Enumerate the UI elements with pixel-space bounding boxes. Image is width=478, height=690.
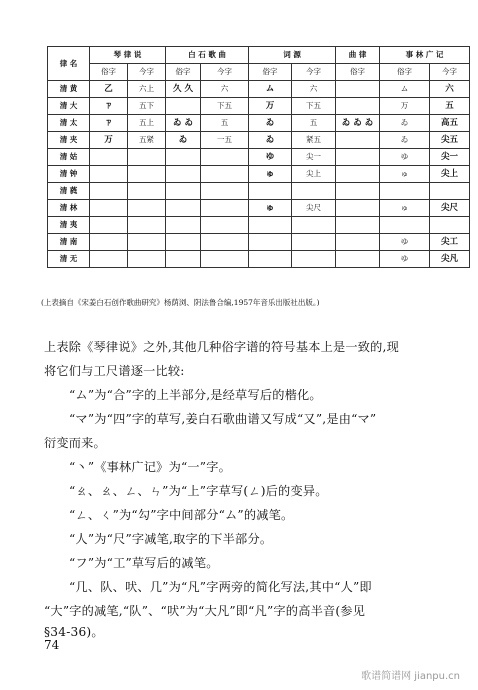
subheader: 俗字 — [336, 64, 380, 81]
header-qulv: 曲 律 — [336, 47, 380, 64]
body-text-line: “大”字的减笔,“队”、“吠”为“大凡”即“凡”字的高半音(参见 — [44, 604, 366, 618]
table-cell — [128, 183, 166, 200]
table-cell: 尖五 — [430, 132, 470, 149]
table-cell — [336, 166, 380, 183]
site-watermark: 歌谱简谱网 jianpu.cn — [361, 671, 460, 682]
table-cell — [128, 234, 166, 251]
table-cell — [201, 183, 249, 200]
table-cell: ゐ ゐ — [166, 115, 201, 132]
pitch-name-cell: 清 夷 — [48, 217, 90, 234]
table-row — [48, 132, 470, 149]
table-cell — [336, 234, 380, 251]
pitch-name-cell: 清 太 — [48, 115, 90, 132]
table-cell: 五紧 — [128, 132, 166, 149]
subheader: 俗字 — [166, 64, 201, 81]
notation-comparison-table — [47, 46, 470, 268]
table-cell: 高五 — [430, 115, 470, 132]
table-cell: ゆ — [380, 149, 430, 166]
table-cell — [166, 149, 201, 166]
table-cell — [336, 183, 380, 200]
table-cell: ゅ — [249, 200, 292, 217]
table-row — [48, 149, 470, 166]
table-cell: 一五 — [201, 132, 249, 149]
table-cell: ゅ — [380, 200, 430, 217]
body-text-line: “ㄥ、ㄑ”为“勾”字中间部分“ム”的减笔。 — [69, 508, 294, 522]
table-cell: 尖一 — [292, 149, 336, 166]
table-cell: 尖工 — [430, 234, 470, 251]
table-cell — [380, 183, 430, 200]
subheader: 今字 — [128, 64, 166, 81]
body-text-line: “人”为“尺”字减笔,取字的下半部分。 — [69, 532, 273, 546]
table-row — [48, 234, 470, 251]
table-cell: 万 — [380, 98, 430, 115]
table-cell: ゐ ゐ ゐ — [336, 115, 380, 132]
pitch-name-cell: 清 钟 — [48, 166, 90, 183]
table-cell: 下五 — [201, 98, 249, 115]
table-cell — [90, 217, 128, 234]
pitch-name-cell: 清 黄 — [48, 81, 90, 98]
table-cell — [166, 234, 201, 251]
subheader: 今字 — [430, 64, 470, 81]
table-cell: 五 — [292, 115, 336, 132]
body-text-line: 上表除《琴律说》之外,其他几种俗字谱的符号基本上是一致的,现 — [44, 340, 399, 354]
table-cell — [336, 81, 380, 98]
table-cell: 万 — [90, 132, 128, 149]
table-cell: 紧五 — [292, 132, 336, 149]
table-cell — [336, 132, 380, 149]
table-cell — [292, 217, 336, 234]
table-cell: 五上 — [128, 115, 166, 132]
table-cell — [166, 217, 201, 234]
table-cell: 尖上 — [430, 166, 470, 183]
table-cell — [249, 183, 292, 200]
table-cell: ゆ — [380, 251, 430, 268]
table-cell: ゐ — [380, 132, 430, 149]
table-cell — [249, 251, 292, 268]
table-cell — [128, 166, 166, 183]
table-cell — [201, 166, 249, 183]
table-cell: ㄗ — [90, 98, 128, 115]
table-cell: 五下 — [128, 98, 166, 115]
table-cell — [336, 98, 380, 115]
table-cell — [336, 200, 380, 217]
table-row — [48, 183, 470, 200]
table-row — [48, 200, 470, 217]
table-row — [48, 81, 470, 98]
table-cell — [166, 251, 201, 268]
pitch-name-cell: 清 南 — [48, 234, 90, 251]
subheader: 今字 — [201, 64, 249, 81]
body-text-line: 衍变而来。 — [44, 436, 106, 450]
body-text-line: 将它们与工尺谱逐一比较: — [44, 364, 185, 378]
page-number: 74 — [44, 638, 60, 652]
table-cell: ゐ — [166, 132, 201, 149]
table-cell: ム — [380, 81, 430, 98]
table-cell — [201, 217, 249, 234]
table-cell: 五 — [430, 98, 470, 115]
table-cell — [430, 217, 470, 234]
table-cell: 尖尺 — [292, 200, 336, 217]
table-cell — [128, 149, 166, 166]
table-cell — [336, 251, 380, 268]
table-cell: 六 — [292, 81, 336, 98]
table-cell — [249, 217, 292, 234]
table-cell — [128, 200, 166, 217]
header-baishi-gequ: 白 石 歌 曲 — [166, 47, 249, 64]
table-cell: 六 — [201, 81, 249, 98]
pitch-name-cell: 清 夹 — [48, 132, 90, 149]
table-row — [48, 98, 470, 115]
header-shilin-guangji: 事 林 广 记 — [380, 47, 470, 64]
table-cell — [90, 166, 128, 183]
body-text-line: “ム”为“合”字的上半部分,是经草写后的楷化。 — [69, 388, 322, 402]
table-cell: ㄗ — [90, 115, 128, 132]
pitch-name-cell: 清 蕤 — [48, 183, 90, 200]
table-cell: ゆ — [380, 234, 430, 251]
body-text-line: “丶”《事林广记》为“一”字。 — [69, 460, 231, 474]
table-cell: 尖尺 — [430, 200, 470, 217]
table-cell — [90, 251, 128, 268]
table-row — [48, 115, 470, 132]
table-cell — [336, 149, 380, 166]
table-cell: 尖一 — [430, 149, 470, 166]
subheader: 俗字 — [90, 64, 128, 81]
table-cell — [201, 251, 249, 268]
table-row — [48, 166, 470, 183]
table-cell: ゐ — [249, 115, 292, 132]
table-cell: 乙 — [90, 81, 128, 98]
table-cell: ゆ — [249, 149, 292, 166]
subheader: 今字 — [292, 64, 336, 81]
table-cell — [166, 200, 201, 217]
table-cell — [336, 217, 380, 234]
table-body — [48, 81, 470, 268]
table-cell — [430, 183, 470, 200]
table-cell — [166, 166, 201, 183]
table-cell — [90, 200, 128, 217]
subheader: 俗字 — [249, 64, 292, 81]
pitch-name-cell: 清 大 — [48, 98, 90, 115]
body-text-line: “几、队、吠、几”为“凡”字两旁的简化写法,其中“人”即 — [69, 580, 372, 594]
table-cell: ム — [249, 81, 292, 98]
table-row — [48, 217, 470, 234]
table-cell — [90, 149, 128, 166]
table-cell: 尖凡 — [430, 251, 470, 268]
pitch-name-cell: 清 无 — [48, 251, 90, 268]
table-cell: 六 — [430, 81, 470, 98]
body-text-line: §34-36)。 — [44, 625, 104, 639]
header-ciyuan: 词 源 — [249, 47, 336, 64]
table-cell — [128, 251, 166, 268]
body-text-line: “ㄠ、ㄠ、ㄥ、ㄣ”为“上”字草写(ㄥ)后的变异。 — [69, 484, 328, 498]
table-cell: ゅ — [249, 166, 292, 183]
table-cell — [166, 183, 201, 200]
table-cell — [201, 234, 249, 251]
header-qinlvshuo: 琴 律 说 — [90, 47, 166, 64]
table-cell: 万 — [249, 98, 292, 115]
table-cell — [292, 234, 336, 251]
pitch-name-cell: 清 姑 — [48, 149, 90, 166]
table-cell: 尖上 — [292, 166, 336, 183]
table-cell — [128, 217, 166, 234]
table-cell — [201, 200, 249, 217]
pitch-name-cell: 清 林 — [48, 200, 90, 217]
table-cell — [90, 183, 128, 200]
table-cell: 下五 — [292, 98, 336, 115]
header-pitch-name: 律 名 — [48, 47, 90, 81]
table-cell: ゅ — [380, 166, 430, 183]
table-cell: ゐ — [249, 132, 292, 149]
table-cell — [90, 234, 128, 251]
table-cell — [292, 251, 336, 268]
subheader: 俗字 — [380, 64, 430, 81]
table-cell — [201, 149, 249, 166]
table-cell — [249, 234, 292, 251]
table-cell: 久 久 — [166, 81, 201, 98]
table-cell — [380, 217, 430, 234]
table-cell: 五 — [201, 115, 249, 132]
table-cell — [292, 183, 336, 200]
table-caption: (上表摘自《宋姜白石创作歌曲研究》杨荫浏、阴法鲁合编,1957年音乐出版社出版。) — [41, 298, 320, 307]
table-cell: ゐ — [380, 115, 430, 132]
body-text-line: “フ”为“工”草写后的减笔。 — [69, 556, 219, 570]
table-cell: 六上 — [128, 81, 166, 98]
table-row — [48, 251, 470, 268]
body-text-line: “マ”为“四”字的草写,姜白石歌曲谱又写成“又”,是由“マ” — [69, 412, 377, 426]
table-cell — [166, 98, 201, 115]
